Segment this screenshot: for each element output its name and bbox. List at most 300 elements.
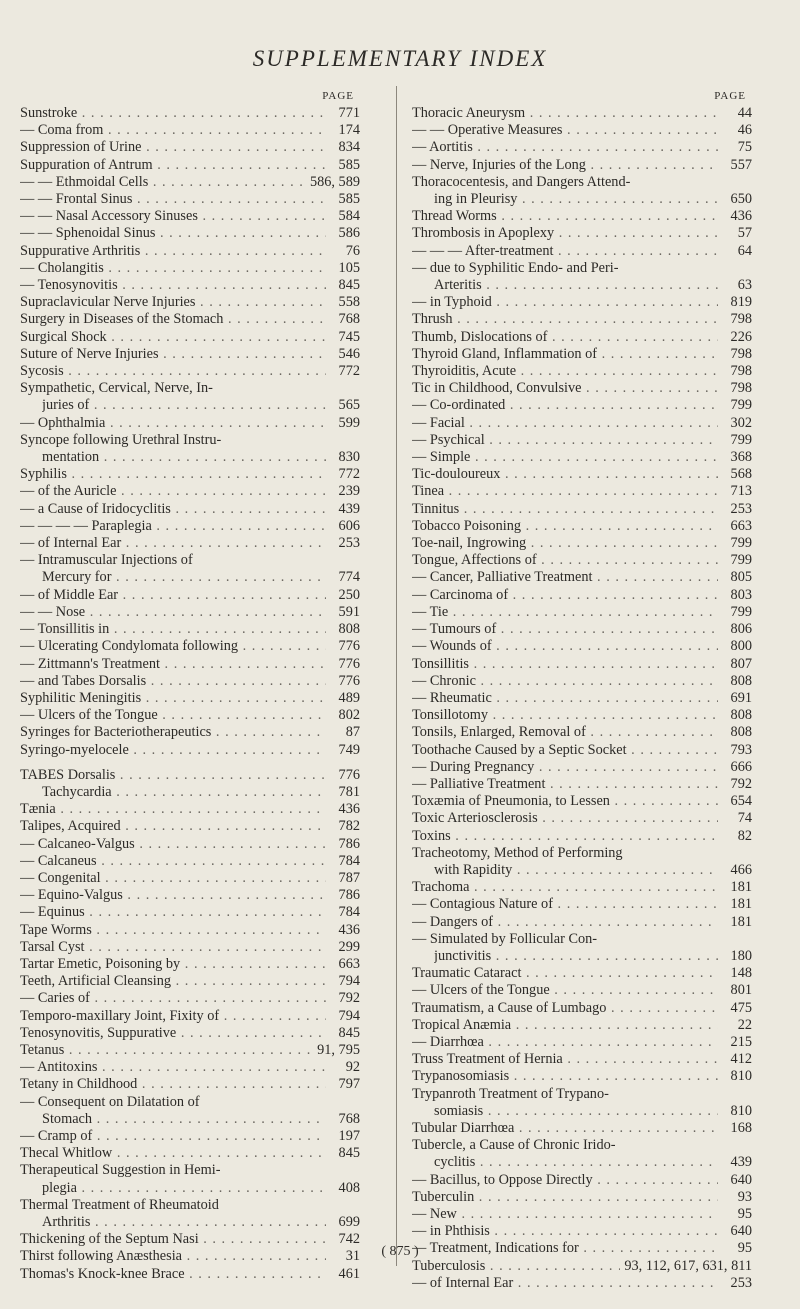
entry-term: Toxæmia of Pneumonia, to Lessen . . . (412, 793, 718, 810)
entry-term: Mercury for . . . (42, 569, 326, 586)
entry-page-ref: 95 (737, 1206, 752, 1222)
entry-page-ref: 640 (730, 1223, 752, 1240)
entry-term: Toe-nail, Ingrowing . . . (412, 535, 718, 552)
index-entry (412, 1000, 752, 1017)
entry-term: Toxic Arteriosclerosis . . . (412, 810, 718, 827)
entry-page-ref: 436 (338, 921, 360, 938)
index-entry (412, 208, 752, 225)
entry-term: Tonsillitis . . . (412, 656, 718, 673)
entry-page-ref: 784 (338, 904, 360, 921)
entry-term: — Cancer, Palliative Treatment . . . (412, 569, 718, 586)
index-entry (20, 122, 360, 139)
entry-page-ref: 239 (338, 483, 360, 500)
entry-term: Tænia . . . (20, 801, 326, 818)
entry-term: — Aortitis . . . (412, 139, 718, 156)
entry-page-ref: 801 (730, 982, 752, 999)
index-entry (20, 656, 360, 673)
entry-page-ref: 666 (730, 758, 752, 775)
entry-page-ref: 105 (338, 259, 360, 276)
index-entry (20, 887, 360, 904)
index-entry (20, 380, 360, 397)
entry-term: — Dangers of . . . (412, 914, 718, 931)
entry-page-ref: 174 (338, 122, 360, 139)
entry-term: — Contagious Nature of . . . (412, 896, 718, 913)
index-entry (412, 982, 752, 999)
entry-page-ref: 774 (338, 569, 360, 586)
entry-term: Syncope following Urethral Instru- (20, 431, 222, 448)
entry-page-ref: 302 (730, 414, 752, 431)
entry-term: ing in Pleurisy . . . (434, 191, 718, 208)
entry-term: Tuberculin . . . (412, 1189, 718, 1206)
entry-term: Tonsils, Enlarged, Removal of . . . (412, 724, 718, 741)
index-entry (412, 1068, 752, 1085)
index-entry (412, 1275, 752, 1292)
entry-term: — Calcaneus . . . (20, 853, 326, 870)
entry-term: Tachycardia . . . (42, 784, 326, 801)
entry-term: Tenosynovitis, Suppurative . . . (20, 1025, 326, 1042)
index-entry (20, 191, 360, 208)
entry-page-ref: 599 (338, 414, 360, 431)
entry-term: — of Middle Ear . . . (20, 587, 326, 604)
entry-term: Syphilis . . . (20, 466, 326, 483)
index-entry (412, 363, 752, 380)
index-entry (20, 801, 360, 818)
entry-page-ref: 819 (730, 294, 752, 311)
index-entry (412, 311, 752, 328)
entry-page-ref: 772 (338, 363, 360, 380)
entry-page-ref: 168 (730, 1119, 752, 1136)
entry-term: — Psychical . . . (412, 432, 718, 449)
index-entry (20, 904, 360, 921)
index-entry (20, 1162, 360, 1179)
entry-page-ref: 782 (338, 818, 360, 835)
entry-page-ref: 585 (338, 156, 360, 173)
entry-page-ref: 606 (338, 517, 360, 534)
index-entry (20, 604, 360, 621)
column-divider (396, 86, 397, 1266)
entry-term: Tuberculosis . . . (412, 1258, 620, 1275)
entry-term: — Cholangitis . . . (20, 260, 326, 277)
entry-page-ref: 75 (737, 139, 752, 156)
index-entry (20, 569, 360, 586)
entry-page-ref: 776 (338, 638, 360, 655)
entry-page-ref: 808 (730, 724, 752, 741)
index-entry (412, 415, 752, 432)
entry-page-ref: 810 (730, 1102, 752, 1119)
index-entry (412, 225, 752, 242)
index-entry (412, 759, 752, 776)
index-entry (20, 621, 360, 638)
entry-page-ref: 776 (338, 766, 360, 783)
entry-page-ref: 412 (730, 1051, 752, 1068)
entry-term: — During Pregnancy . . . (412, 759, 718, 776)
entry-page-ref: 586 (338, 225, 360, 242)
entry-term: — Congenital . . . (20, 870, 326, 887)
entry-term: — Ophthalmia . . . (20, 415, 326, 432)
entry-term: — in Phthisis . . . (412, 1223, 718, 1240)
entry-term: Tic in Childhood, Convulsive . . . (412, 380, 718, 397)
entry-term: — — Ethmoidal Cells . . . (20, 174, 306, 191)
index-entry (20, 853, 360, 870)
entry-page-ref: 93, 112, 617, 631, 811 (624, 1257, 752, 1274)
entry-page-ref: 797 (338, 1076, 360, 1093)
entry-page-ref: 772 (338, 466, 360, 483)
index-entry (20, 552, 360, 569)
entry-term: Thirst following Anæsthesia . . . (20, 1248, 326, 1265)
entry-term: Therapeutical Suggestion in Hemi- (20, 1162, 221, 1179)
index-entry (412, 1189, 752, 1206)
entry-term: — Ulcers of the Tongue . . . (20, 707, 326, 724)
entry-term: Thrush . . . (412, 311, 718, 328)
index-column-left (20, 88, 360, 1283)
entry-page-ref: 93 (737, 1188, 752, 1205)
index-entry (412, 948, 752, 965)
index-entry (412, 569, 752, 586)
index-entry (20, 157, 360, 174)
index-entry (412, 638, 752, 655)
entry-term: Traumatism, a Cause of Lumbago . . . (412, 1000, 718, 1017)
entry-page-ref: 63 (737, 277, 752, 294)
entry-page-ref: 793 (730, 741, 752, 758)
index-entry (20, 784, 360, 801)
entry-page-ref: 699 (338, 1214, 360, 1230)
index-entry (412, 449, 752, 466)
entry-term: Sycosis . . . (20, 363, 326, 380)
entry-page-ref: 95 (737, 1240, 752, 1257)
entry-page-ref: 181 (730, 879, 752, 896)
index-entry (20, 724, 360, 741)
index-entry (20, 243, 360, 260)
index-entry (20, 690, 360, 707)
entry-page-ref: 585 (338, 191, 360, 208)
entry-page-ref: 253 (338, 535, 360, 552)
index-entry (412, 157, 752, 174)
entry-page-ref: 76 (345, 242, 360, 259)
entry-page-ref: 806 (730, 621, 752, 638)
index-entry (412, 1086, 752, 1103)
index-entry (20, 1094, 360, 1111)
entry-page-ref: 799 (730, 552, 752, 569)
entry-page-ref: 436 (338, 801, 360, 818)
entry-page-ref: 253 (730, 1274, 752, 1291)
index-entry (412, 810, 752, 827)
entry-term: Thecal Whitlow . . . (20, 1145, 326, 1162)
entry-term: Tinnitus . . . (412, 501, 718, 518)
index-entry (412, 1258, 752, 1275)
entry-page-ref: 798 (730, 380, 752, 397)
index-entry (412, 466, 752, 483)
entry-term: Tic-douloureux . . . (412, 466, 718, 483)
entry-term: Thoracic Aneurysm . . . (412, 105, 718, 122)
index-entry (20, 1008, 360, 1025)
entry-term: — Simple . . . (412, 449, 718, 466)
page-title: SUPPLEMENTARY INDEX (252, 46, 548, 71)
entry-term: — — Frontal Sinus . . . (20, 191, 326, 208)
index-entry (412, 122, 752, 139)
index-entry (412, 174, 752, 191)
index-entry (412, 707, 752, 724)
entry-page-ref: 82 (737, 827, 752, 844)
entry-term: somiasis . . . (434, 1103, 718, 1120)
entry-term: — Tenosynovitis . . . (20, 277, 326, 294)
index-entry (412, 191, 752, 208)
index-entry (412, 621, 752, 638)
entry-term: — a Cause of Iridocyclitis . . . (20, 501, 326, 518)
index-entry (412, 656, 752, 673)
index-entry (20, 1214, 360, 1231)
index-entry (412, 931, 752, 948)
index-entry (412, 673, 752, 690)
entry-term: — Ulcers of the Tongue . . . (412, 982, 718, 999)
entry-page-ref: 439 (338, 500, 360, 517)
entry-term: Thermal Treatment of Rheumatoid (20, 1196, 219, 1213)
entry-page-ref: 22 (737, 1016, 752, 1033)
entry-page-ref: 845 (338, 1024, 360, 1041)
entry-term: Arteritis . . . (434, 277, 718, 294)
entry-term: — Ulcerating Condylomata following . . . (20, 638, 326, 655)
index-entry (412, 896, 752, 913)
index-entry (412, 518, 752, 535)
entry-page-ref: 226 (730, 328, 752, 345)
index-entry (412, 105, 752, 122)
entry-page-ref: 786 (338, 835, 360, 852)
entry-page-ref: 799 (730, 397, 752, 414)
index-entry (20, 466, 360, 483)
index-entry (20, 105, 360, 122)
entry-page-ref: 475 (730, 999, 752, 1016)
index-entry (20, 1059, 360, 1076)
entry-term: Tartar Emetic, Poisoning by . . . (20, 956, 326, 973)
index-entry (412, 1137, 752, 1154)
entry-page-ref: 768 (338, 311, 360, 328)
entry-page-ref: 771 (338, 105, 360, 121)
page-column-header: PAGE (322, 90, 354, 102)
entry-term: Tubular Diarrhœa . . . (412, 1120, 718, 1137)
entry-page-ref: 466 (730, 861, 752, 878)
entry-term: — Tonsillitis in . . . (20, 621, 326, 638)
entry-term: Tarsal Cyst . . . (20, 939, 326, 956)
entry-page-ref: 584 (338, 208, 360, 225)
index-entry (412, 535, 752, 552)
entry-term: Surgical Shock . . . (20, 329, 326, 346)
entry-term: — Calcaneo-Valgus . . . (20, 836, 326, 853)
index-entry (412, 483, 752, 500)
entry-page-ref: 798 (730, 345, 752, 362)
entry-page-ref: 808 (338, 621, 360, 638)
index-entry (20, 449, 360, 466)
entry-term: — Facial . . . (412, 415, 718, 432)
entry-page-ref: 845 (338, 1145, 360, 1162)
entry-term: — New . . . (412, 1206, 718, 1223)
entry-page-ref: 768 (338, 1110, 360, 1127)
index-entry (20, 767, 360, 784)
index-entry (20, 346, 360, 363)
entry-term: — Diarrhœa . . . (412, 1034, 718, 1051)
index-entry (20, 397, 360, 414)
entry-term: Tinea . . . (412, 483, 718, 500)
entry-term: juries of . . . (42, 397, 326, 414)
entry-term: — Bacillus, to Oppose Directly . . . (412, 1172, 718, 1189)
index-entry (20, 260, 360, 277)
page-number: ( 875 ) (381, 1244, 419, 1259)
entry-term: — Equino-Valgus . . . (20, 887, 326, 904)
index-entry (412, 1206, 752, 1223)
entry-term: — Antitoxins . . . (20, 1059, 326, 1076)
entry-page-ref: 803 (730, 586, 752, 603)
entry-term: — Simulated by Follicular Con- (412, 930, 598, 947)
entry-page-ref: 46 (737, 122, 752, 139)
entry-page-ref: 87 (345, 724, 360, 741)
entry-term: Tape Worms . . . (20, 922, 326, 939)
entry-page-ref: 830 (338, 449, 360, 466)
entry-page-ref: 663 (338, 955, 360, 972)
entry-page-ref: 253 (730, 500, 752, 517)
entry-page-ref: 798 (730, 311, 752, 328)
index-entry (412, 1172, 752, 1189)
entry-term: — Chronic . . . (412, 673, 718, 690)
entry-term: Thread Worms . . . (412, 208, 718, 225)
entry-term: — Palliative Treatment . . . (412, 776, 718, 793)
index-entry (412, 260, 752, 277)
entry-term: Tubercle, a Cause of Chronic Irido- (412, 1137, 616, 1154)
entry-term: — Co-ordinated . . . (412, 397, 718, 414)
entry-term: Truss Treatment of Hernia . . . (412, 1051, 718, 1068)
index-entry (20, 1025, 360, 1042)
entry-page-ref: 591 (338, 603, 360, 620)
entry-page-ref: 215 (730, 1033, 752, 1050)
index-column-right (412, 88, 752, 1292)
entry-term: Thyroiditis, Acute . . . (412, 363, 718, 380)
entry-page-ref: 64 (737, 242, 752, 259)
index-entry (20, 638, 360, 655)
index-entry (412, 879, 752, 896)
index-entry (412, 604, 752, 621)
entry-term: — — — — Paraplegia . . . (20, 518, 326, 535)
entry-page-ref: 654 (730, 793, 752, 810)
entry-term: — due to Syphilitic Endo- and Peri- (412, 259, 619, 276)
index-entry (20, 535, 360, 552)
index-entry (20, 707, 360, 724)
entry-term: Tobacco Poisoning . . . (412, 518, 718, 535)
entry-term: Tracheotomy, Method of Performing (412, 844, 623, 861)
entry-term: Tetanus . . . (20, 1042, 313, 1059)
index-entry (20, 1266, 360, 1283)
entry-page-ref: 792 (338, 990, 360, 1007)
entry-term: mentation . . . (42, 449, 326, 466)
entry-page-ref: 181 (730, 913, 752, 930)
entry-page-ref: 368 (730, 449, 752, 466)
entry-page-ref: 749 (338, 741, 360, 758)
entry-term: Thickening of the Septum Nasi . . . (20, 1231, 326, 1248)
index-entry (20, 1145, 360, 1162)
entry-page-ref: 808 (730, 672, 752, 689)
entry-term: Arthritis . . . (42, 1214, 326, 1231)
entry-page-ref: 794 (338, 1007, 360, 1024)
index-entry (412, 346, 752, 363)
index-entry (412, 294, 752, 311)
entry-term: — — — After-treatment . . . (412, 243, 718, 260)
index-entry (20, 742, 360, 759)
index-entry (20, 363, 360, 380)
entry-page-ref: 91, 795 (317, 1041, 360, 1058)
entry-term: Supraclavicular Nerve Injuries . . . (20, 294, 326, 311)
index-entry (20, 1076, 360, 1093)
entry-term: Tongue, Affections of . . . (412, 552, 718, 569)
entry-page-ref: 663 (730, 517, 752, 534)
entry-term: Trypanosomiasis . . . (412, 1068, 718, 1085)
entry-page-ref: 568 (730, 466, 752, 483)
entry-page-ref: 489 (338, 689, 360, 706)
entry-term: Tropical Anæmia . . . (412, 1017, 718, 1034)
index-entry (20, 870, 360, 887)
entry-term: Temporo-maxillary Joint, Fixity of . . . (20, 1008, 326, 1025)
entry-term: — Cramp of . . . (20, 1128, 326, 1145)
entry-page-ref: 742 (338, 1231, 360, 1248)
index-entry (412, 397, 752, 414)
entry-page-ref: 640 (730, 1171, 752, 1188)
index-entry (20, 973, 360, 990)
entry-term: Thyroid Gland, Inflammation of . . . (412, 346, 718, 363)
entry-page-ref: 745 (338, 328, 360, 345)
entry-page-ref: 92 (345, 1059, 360, 1076)
page-column-header: PAGE (714, 90, 746, 102)
entry-term: with Rapidity . . . (434, 862, 718, 879)
entry-term: — — Sphenoidal Sinus . . . (20, 225, 326, 242)
entry-term: Traumatic Cataract . . . (412, 965, 718, 982)
entry-term: Suppression of Urine . . . (20, 139, 326, 156)
entry-page-ref: 691 (730, 689, 752, 706)
entry-term: Thoracocentesis, and Dangers Attend- (412, 173, 631, 190)
index-entry (412, 587, 752, 604)
entry-term: junctivitis . . . (434, 948, 718, 965)
entry-page-ref: 180 (730, 947, 752, 964)
entry-page-ref: 74 (737, 810, 752, 827)
entry-page-ref: 558 (338, 294, 360, 311)
entry-term: Suppurative Arthritis . . . (20, 243, 326, 260)
entry-page-ref: 802 (338, 707, 360, 724)
index-entry (412, 380, 752, 397)
index-entry (412, 1017, 752, 1034)
entry-page-ref: 776 (338, 655, 360, 672)
entry-term: — Rheumatic . . . (412, 690, 718, 707)
entry-page-ref: 810 (730, 1068, 752, 1085)
index-entry (20, 483, 360, 500)
index-entry (20, 277, 360, 294)
entry-page-ref: 250 (338, 586, 360, 603)
entry-term: Syphilitic Meningitis . . . (20, 690, 326, 707)
entry-page-ref: 807 (730, 655, 752, 672)
entry-term: — in Typhoid . . . (412, 294, 718, 311)
entry-term: Trypanroth Treatment of Trypano- (412, 1085, 609, 1102)
entry-term: — Wounds of . . . (412, 638, 718, 655)
entry-page-ref: 299 (338, 938, 360, 955)
index-entry (20, 329, 360, 346)
index-entry (20, 518, 360, 535)
entry-term: — — Nose . . . (20, 604, 326, 621)
entry-term: cyclitis . . . (434, 1154, 718, 1171)
entry-term: Tetany in Childhood . . . (20, 1076, 326, 1093)
index-entry (412, 139, 752, 156)
index-entry (412, 552, 752, 569)
index-entry (20, 939, 360, 956)
entry-page-ref: 805 (730, 569, 752, 586)
entry-term: — of Internal Ear . . . (412, 1275, 718, 1292)
entry-term: Trachoma . . . (412, 879, 718, 896)
index-entry (412, 1120, 752, 1137)
entry-page-ref: 439 (730, 1154, 752, 1171)
entry-page-ref: 799 (730, 431, 752, 448)
index-entry (20, 1042, 360, 1059)
